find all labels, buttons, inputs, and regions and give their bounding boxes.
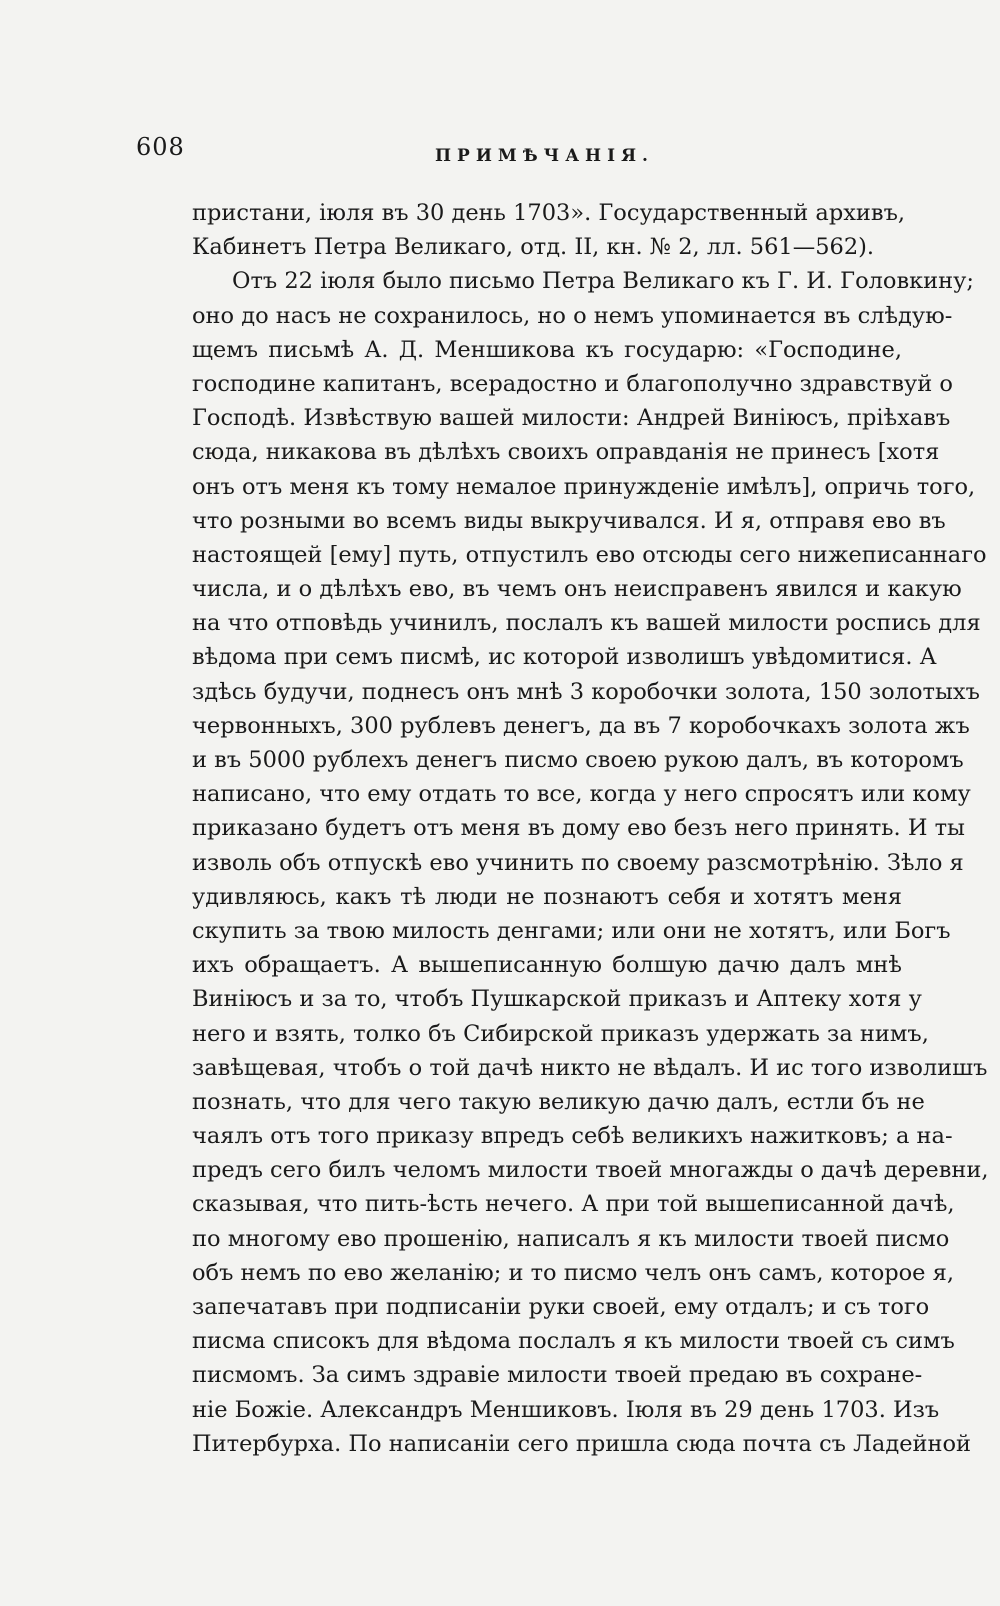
text-line: познать, что для чего такую великую дачю далъ, естли бъ не: [192, 1088, 925, 1115]
text-line: здѣсь будучи, поднесъ онъ мнѣ 3 коробочки золота, 150 золотыхъ: [192, 678, 980, 705]
text-line: Питербурха. По написаніи сего пришла сюда почта съ Ладейной: [192, 1430, 972, 1457]
body-text: [192, 196, 989, 1461]
text-line: чаялъ отъ того приказу впредъ себѣ великихъ нажитковъ; а на-: [192, 1123, 953, 1150]
text-line: ихъ обращаетъ. А вышеписанную болшую дачю далъ мнѣ: [192, 952, 902, 979]
text-line: удивляюсь, какъ тѣ люди не познаютъ себя и хотятъ меня: [192, 883, 902, 910]
text-line: писма списокъ для вѣдома послалъ я къ милости твоей съ симъ: [192, 1328, 955, 1355]
text-line: скупить за твою милость денгами; или они не хотятъ, или Богъ: [192, 917, 951, 944]
text-line: запечатавъ при подписаніи руки своей, ему отдалъ; и съ того: [192, 1294, 930, 1320]
text-line: по многому ево прошенію, написалъ я къ милости твоей писмо: [192, 1225, 950, 1252]
text-line: Отъ 22 іюля было письмо Петра Великаго къ Г. И. Головкину;: [232, 268, 974, 295]
text-line: червонныхъ, 300 рублевъ денегъ, да въ 7 коробочкахъ золота жъ: [192, 712, 970, 739]
text-line: Кабинетъ Петра Великаго, отд. II, кн. № 2, лл. 561—562).: [192, 234, 875, 261]
text-line: пристани, іюля въ 30 день 1703». Государственный архивъ,: [192, 200, 906, 226]
text-line: числа, и о дѣлѣхъ ево, въ чемъ онъ неисправенъ явился и какую: [192, 576, 962, 603]
text-line: объ немъ по ево желанію; и то писмо челъ онъ самъ, которое я,: [192, 1259, 955, 1286]
text-line: завѣщевая, чтобъ о той дачѣ никто не вѣдалъ. И ис того изволишъ: [192, 1054, 988, 1081]
text-line: на что отповѣдь учинилъ, послалъ къ вашей милости роспись для: [192, 610, 981, 637]
text-line: написано, что ему отдать то все, когда у него спросятъ или кому: [192, 781, 971, 808]
text-line: вѣдома при семъ писмѣ, ис которой изволишъ увѣдомитися. А: [192, 644, 937, 671]
text-line: писмомъ. За симъ здравіе милости твоей предаю въ сохране-: [192, 1362, 923, 1389]
text-line: господине капитанъ, всерадостно и благополучно здравствуй о: [192, 370, 953, 397]
text-line: него и взять, толко бъ Сибирской приказъ удержать за нимъ,: [192, 1020, 929, 1047]
text-line: ніе Божіе. Александръ Меншиковъ. Іюля въ 29 день 1703. Изъ: [192, 1396, 940, 1423]
text-line: и въ 5000 рублехъ денегъ писмо своею рукою далъ, въ которомъ: [192, 747, 964, 773]
text-line: Виніюсъ и за то, чтобъ Пушкарской приказъ и Аптеку хотя у: [192, 986, 922, 1013]
text-line: предъ сего билъ челомъ милости твоей многажды о дачѣ деревни,: [192, 1157, 989, 1184]
text-line: изволь объ отпускѣ ево учинить по своему разсмотрѣнію. Зѣло я: [192, 849, 964, 876]
text-line: сюда, никакова въ дѣлѣхъ своихъ оправданія не принесъ [хотя: [192, 439, 940, 466]
text-line: приказано будетъ отъ меня въ дому ево безъ него принять. И ты: [192, 815, 965, 842]
text-line: онъ отъ меня къ тому немалое принужденіе имѣлъ], опричь того,: [192, 473, 976, 500]
text-line: сказывая, что пить-ѣсть нечего. А при той вышеписанной дачѣ,: [192, 1191, 955, 1218]
running-head: ПРИМѢЧАНІЯ.: [435, 146, 654, 166]
text-line: Господѣ. Извѣствую вашей милости: Андрей Виніюсъ, пріѣхавъ: [192, 405, 951, 432]
text-line: щемъ письмѣ А. Д. Меншикова къ государю: «Господине,: [192, 336, 902, 363]
text-line: настоящей [ему] путь, отпустилъ ево отсюды сего нижеписаннаго: [192, 541, 987, 568]
text-line: оно до насъ не сохранилось, но о немъ упоминается въ слѣдую-: [192, 302, 953, 329]
page-number: 608: [136, 133, 185, 161]
text-line: что розными во всемъ виды выкручивался. И я, отправя ево въ: [192, 507, 946, 534]
